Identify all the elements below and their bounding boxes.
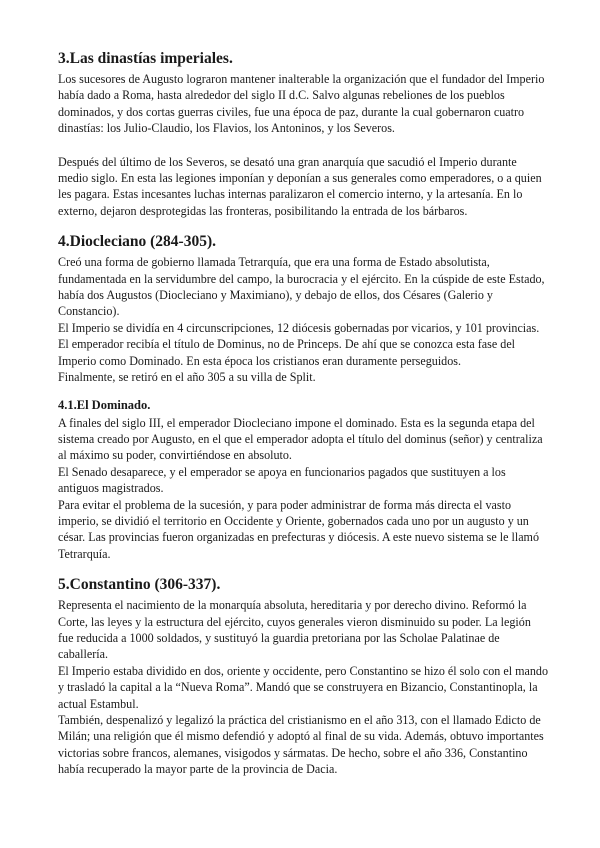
document-page bbox=[58, 50, 548, 778]
paragraph: Creó una forma de gobierno llamada Tetrarquía, que era una forma de Estado absolutista, fundamentada en la servidumbre del campo, la burocracia y el ejército. En la cúspide de este Estado, había dos Augustos (Diocleciano y Maximiano), y debajo de ellos, dos Césares (Galerio y Constancio). bbox=[58, 255, 545, 319]
section-title-constantino: 5.Constantino (306-337). bbox=[58, 576, 221, 594]
paragraph: Para evitar el problema de la sucesión, y para poder administrar de forma más directa el vasto imperio, se dividió el territorio en Occidente y Oriente, gobernados cada uno por un augusto y un césar. Las provincias fueron organizadas en prefecturas y diócesis. A este nuevo sistema se le llamó Tetrarquía. bbox=[58, 497, 540, 561]
paragraph: También, despenalizó y legalizó la práctica del cristianismo en el año 313, con el llamado Edicto de Milán; una religión que él mismo defendió y adoptó al final de su vida. Además, obtuvo importantes victorias sobre francos, alemanes, visigodos y sármatas. De hecho, sobre el año 336, Constantino había recuperado la mayor parte de la provincia de Dacia. bbox=[58, 713, 544, 777]
paragraph: El Imperio estaba dividido en dos, oriente y occidente, pero Constantino se hizo él solo con el mando y trasladó la capital a la “Nueva Roma”. Mandó que se construyera en Bizancio, Constantinopla, la actual Estambul. bbox=[58, 663, 549, 711]
paragraph: Finalmente, se retiró en el año 305 a su villa de Split. bbox=[58, 370, 316, 385]
paragraph: A finales del siglo III, el emperador Diocleciano impone el dominado. Esta es la segunda etapa del sistema creado por Augusto, en el que el emperador adopta el título del dominus (señor) y centraliza al máximo su poder, convirtiéndose en absoluto. bbox=[58, 415, 543, 463]
section-title-dinastias: 3.Las dinastías imperiales. bbox=[58, 50, 233, 67]
paragraph: Representa el nacimiento de la monarquía absoluta, hereditaria y por derecho divino. Reformó la Corte, las leyes y la estructura del ejército, cuyos generales vieron disminuido su poder. La legión fue reducida a 1000 soldados, y sustituyó la guardia pretoriana por las Scholae Palatinae de caballería. bbox=[58, 598, 531, 662]
paragraph: El Imperio se dividía en 4 circunscripciones, 12 diócesis gobernadas por vicarios, y 101 provincias. bbox=[58, 320, 540, 335]
paragraph: El Senado desaparece, y el emperador se apoya en funcionarios pagados que sustituyen a los antiguos magistrados. bbox=[58, 464, 506, 496]
paragraph: Después del último de los Severos, se desató una gran anarquía que sacudió el Imperio durante medio siglo. En esta las legiones imponían y deponían a sus generales como emperadores, o a quien les pagara. Estas incesantes luchas internas paralizaron el comercio interno, y la artesanía. En lo externo, dejaron desprotegidas las fronteras, posibilitando la entrada de los bárbaros. bbox=[58, 154, 542, 218]
paragraph: El emperador recibía el título de Dominus, no de Princeps. De ahí que se conozca esta fase del Imperio como Dominado. En esta época los cristianos eran duramente perseguidos. bbox=[58, 337, 516, 368]
paragraph: Los sucesores de Augusto lograron mantener inalterable la organización que el fundador del Imperio había dado a Roma, hasta alrededor del siglo II d.C. Salvo algunas rebeliones de los pueblos dominados, y dos cortas guerras civiles, fue una época de paz, durante la cual gobernaron cuatro dinastías: los Julio-Claudio, los Flavios, los Antoninos, y los Severos. bbox=[58, 72, 545, 136]
subsection-title-dominado: 4.1.El Dominado. bbox=[58, 397, 151, 412]
section-title-diocleciano: 4.Diocleciano (284-305). bbox=[58, 233, 216, 251]
